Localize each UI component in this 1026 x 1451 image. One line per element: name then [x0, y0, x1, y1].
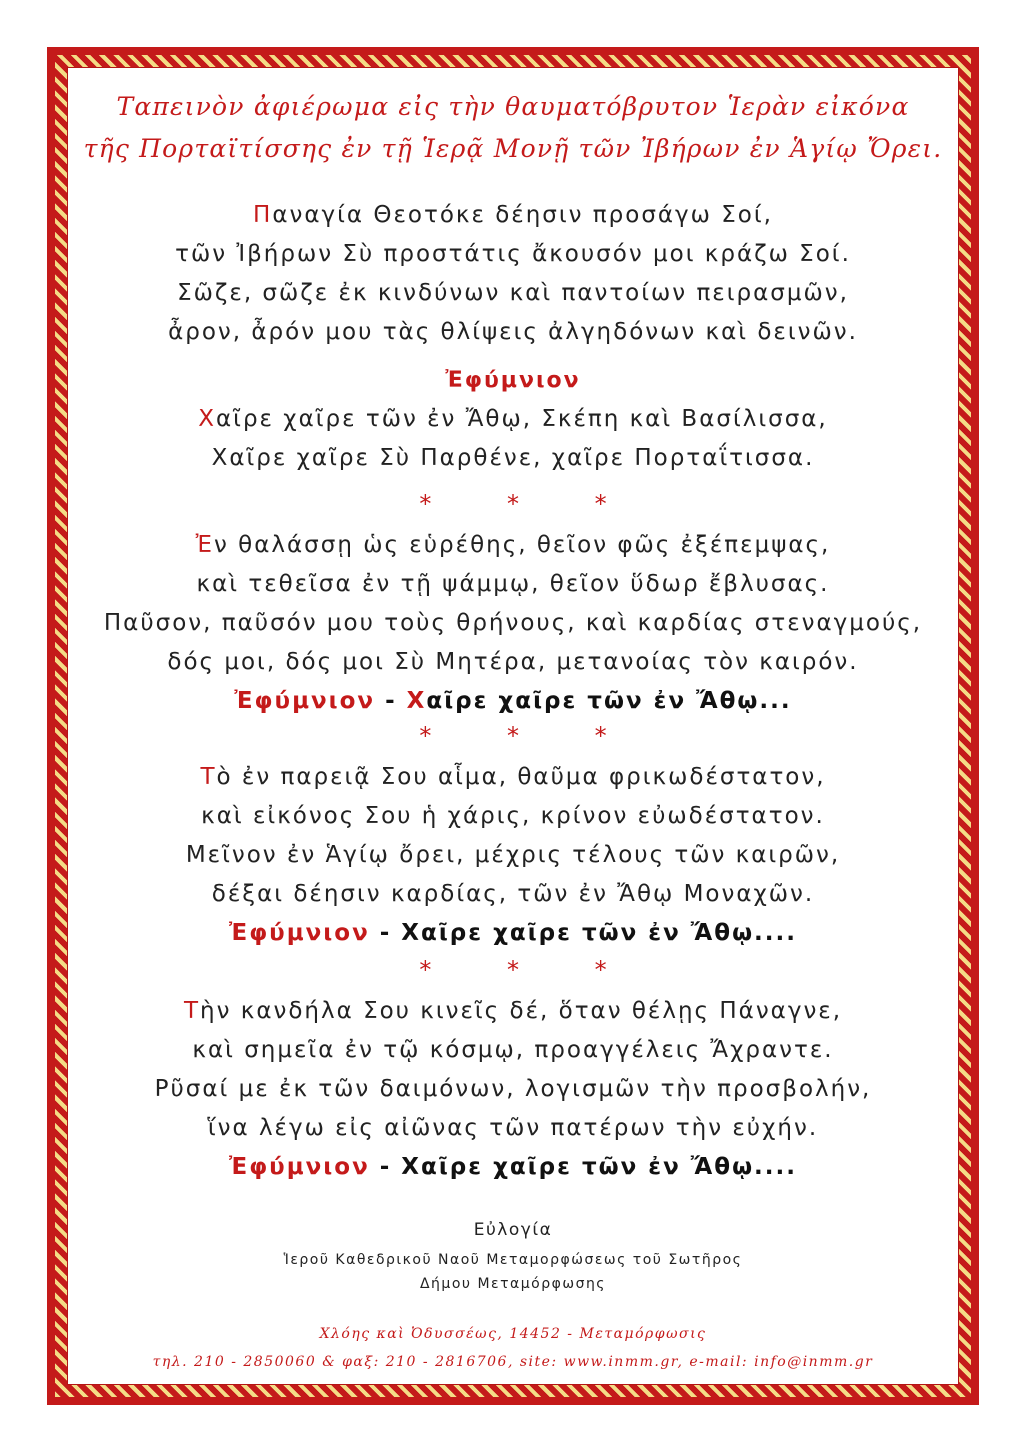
refrain-label: Ἐφύμνιον: [228, 1154, 370, 1180]
refrain-label: Ἐφύμνιον: [234, 688, 376, 714]
footer-address: Χλόης καὶ Ὀδυσσέως, 14452 - Μεταμόρφωσις: [319, 1326, 707, 1342]
blessing-line-1: Ἱεροῦ Καθεδρικοῦ Ναοῦ Μεταμορφώσεως τοῦ Σωτῆρος: [283, 1252, 743, 1268]
title-line-2: τῆς Πορταϊτίσσης ἐν τῇ Ἱερᾷ Μονῇ τῶν Ἰβήρων ἐν Ἁγίῳ Ὄρει.: [83, 134, 943, 163]
refrain: [47, 400, 979, 478]
refrain-line-2: Χαῖρε χαῖρε Σὺ Παρθένε, χαῖρε Πορταΐτισσα.: [211, 445, 815, 471]
drop-initial: Χ: [198, 406, 216, 432]
refrain-text: - Χαῖρε χαῖρε τῶν ἐν Ἄθῳ....: [369, 920, 798, 946]
stanza-2-line-4: δός μοι, δός μοι Σὺ Μητέρα, μετανοίας τὸν καιρόν.: [167, 649, 859, 675]
footer-contact: τηλ. 210 - 2850060 & φαξ: 210 - 2816706, site: www.inmm.gr, e-mail: info@inmm.gr: [152, 1354, 874, 1370]
separator-stars: * * *: [419, 490, 641, 518]
page-title: [47, 86, 979, 170]
stanza-2-line-2: καὶ τεθεῖσα ἐν τῇ ψάμμῳ, θεῖον ὕδωρ ἔβλυσας.: [196, 571, 830, 597]
stanza-4-refrain: [47, 1148, 979, 1187]
stanza-2-refrain: [47, 682, 979, 721]
stanza-1-line-1: [47, 196, 979, 235]
refrain-line-1-text: αῖρε χαῖρε τῶν ἐν Ἄθῳ, Σκέπη καὶ Βασίλισσα,: [216, 406, 828, 432]
stanza-3: [47, 758, 979, 953]
drop-initial: Τ: [183, 998, 201, 1024]
stanza-1: [47, 196, 979, 352]
stanza-1-line-4: ἆρον, ἆρόν μου τὰς θλίψεις ἀλγηδόνων καὶ δεινῶν.: [168, 319, 858, 345]
stanza-2: [47, 526, 979, 721]
blessing-heading: Εὐλογία: [473, 1220, 553, 1240]
stanza-4-line-4: ἵνα λέγω εἰς αἰῶνας τῶν πατέρων τὴν εὐχήν.: [207, 1115, 819, 1141]
refrain-label: Ἐφύμνιον: [228, 920, 370, 946]
drop-initial: Τ: [200, 764, 217, 790]
stanza-2-line-3: Παῦσον, παῦσόν μου τοὺς θρήνους, καὶ καρδίας στεναγμούς,: [103, 610, 923, 636]
stanza-1-line-3: Σῶζε, σῶζε ἐκ κινδύνων καὶ παντοίων πειρασμῶν,: [177, 280, 849, 306]
stanza-4: [47, 992, 979, 1187]
drop-initial: Π: [253, 202, 273, 228]
stanza-4-line-1-text: ὴν κανδήλα Σου κινεῖς δέ, ὅταν θέλῃς Πάναγνε,: [200, 998, 843, 1024]
stanza-2-line-1: [47, 526, 979, 565]
stanza-3-refrain: [47, 914, 979, 953]
stanza-4-line-2: καὶ σημεῖα ἐν τῷ κόσμῳ, προαγγέλεις Ἄχραντε.: [192, 1037, 834, 1063]
stanza-1-line-2: τῶν Ἰβήρων Σὺ προστάτις ἄκουσόν μοι κράζω Σοί.: [175, 241, 851, 267]
drop-initial: Ἐ: [195, 532, 215, 558]
title-line-1: Ταπεινὸν ἀφιέρωμα εἰς τὴν θαυματόβρυτον Ἱερὰν εἰκόνα: [116, 92, 910, 121]
refrain-text: - Χαῖρε χαῖρε τῶν ἐν Ἄθῳ....: [369, 1154, 798, 1180]
refrain-text: αῖρε χαῖρε τῶν ἐν Ἄθῳ...: [426, 688, 792, 714]
stanza-3-line-1-text: ὸ ἐν παρειᾷ Σου αἷμα, θαῦμα φρικωδέστατον,: [216, 764, 826, 790]
stanza-4-line-1: [47, 992, 979, 1031]
refrain-initial: Χ: [406, 688, 427, 714]
footer: [47, 1320, 979, 1376]
stanza-3-line-1: [47, 758, 979, 797]
stanza-2-line-1-text: ν θαλάσσῃ ὡς εὑρέθης, θεῖον φῶς ἐξέπεμψας,: [214, 532, 831, 558]
stanza-3-line-4: δέξαι δέησιν καρδίας, τῶν ἐν Ἄθῳ Μοναχῶν.: [211, 881, 815, 907]
stanza-3-line-2: καὶ εἰκόνος Σου ἡ χάρις, κρίνον εὐωδέστατον.: [201, 803, 825, 829]
stanza-1-line-1-text: αναγία Θεοτόκε δέησιν προσάγω Σοί,: [272, 202, 773, 228]
separator-stars: * * *: [419, 956, 641, 984]
stanza-3-line-3: Μεῖνον ἐν Ἁγίῳ ὄρει, μέχρις τέλους τῶν καιρῶν,: [185, 842, 841, 868]
refrain-line-1: [47, 400, 979, 439]
refrain-heading: Ἐφύμνιον: [445, 368, 581, 393]
blessing-block: [47, 1220, 979, 1296]
refrain-dash: -: [375, 688, 407, 714]
blessing-line-2: Δήμου Μεταμόρφωσης: [419, 1276, 607, 1292]
separator-stars: * * *: [419, 722, 641, 750]
stanza-4-line-3: Ρῦσαί με ἐκ τῶν δαιμόνων, λογισμῶν τὴν προσβολήν,: [154, 1076, 872, 1102]
